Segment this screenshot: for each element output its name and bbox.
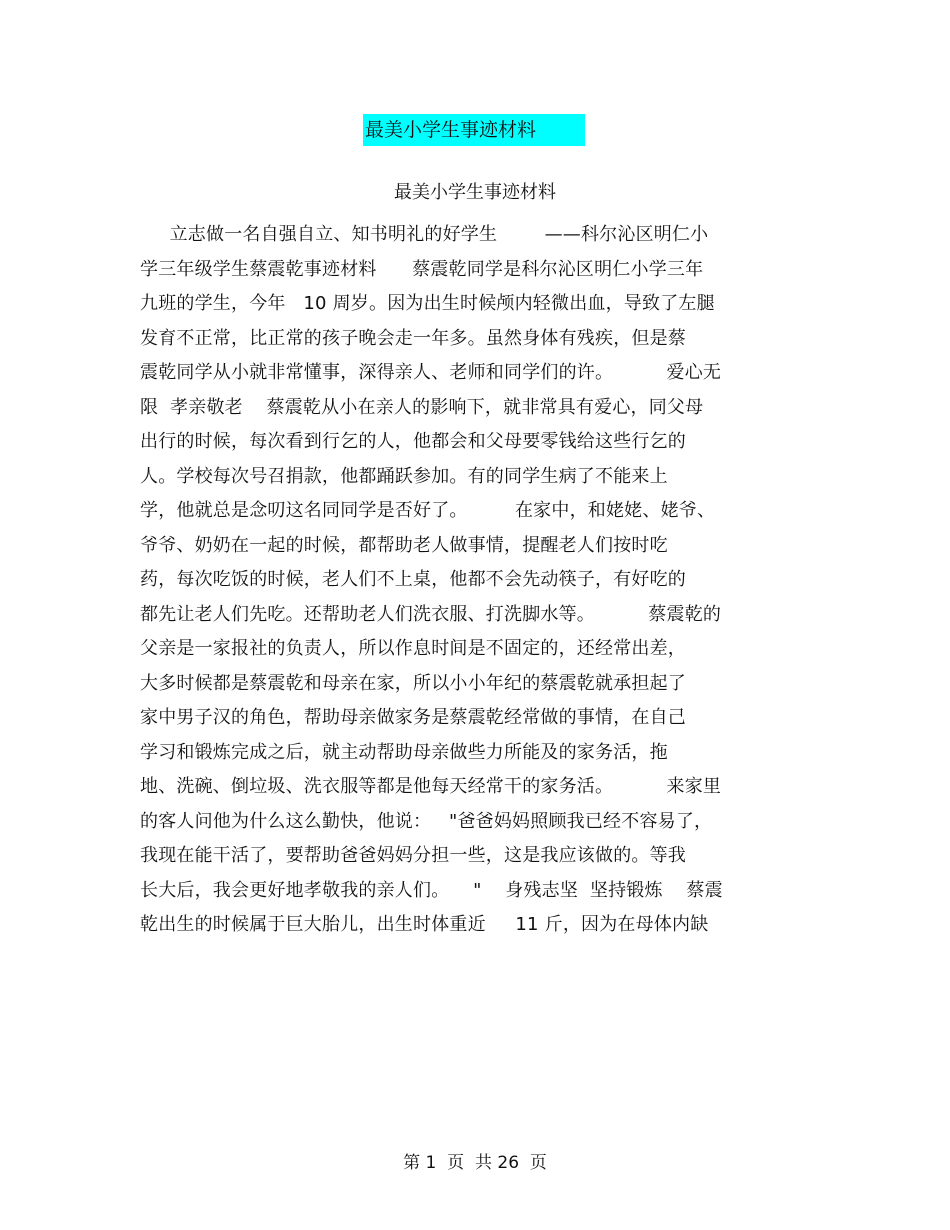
- document-title: 最美小学生事迹材料: [363, 114, 585, 146]
- body-line: 学习和锻炼完成之后，就主动帮助母亲做些力所能及的家务活，拖: [140, 741, 668, 763]
- body-line: 限 孝亲敬老 蔡震乾从小在亲人的影响下，就非常具有爱心，同父母: [140, 396, 704, 418]
- body-line: 立志做一名自强自立、知书明礼的好学生 ——科尔沁区明仁小: [140, 224, 709, 245]
- body-line: 学三年级学生蔡震乾事迹材料 蔡震乾同学是科尔沁区明仁小学三年: [140, 258, 704, 280]
- body-line: 爷爷、奶奶在一起的时候，都帮助老人做事情，提醒老人们按时吃: [140, 534, 668, 556]
- body-line: 大多时候都是蔡震乾和母亲在家，所以小小年纪的蔡震乾就承担起了: [140, 672, 686, 694]
- body-line: 乾出生的时候属于巨大胎儿，出生时体重近 11 斤，因为在母体内缺: [140, 914, 709, 935]
- body-line: 我现在能干活了，要帮助爸爸妈妈分担一些，这是我应该做的。等我: [140, 845, 686, 866]
- body-line: 出行的时候，每次看到行乞的人，他都会和父母要零钱给这些行乞的: [140, 431, 686, 452]
- body-line: 药，每次吃饭的时候，老人们不上桌，他都不会先动筷子，有好吃的: [140, 569, 686, 590]
- body-line: 震乾同学从小就非常懂事，深得亲人、老师和同学们的许。 爱心无: [140, 362, 722, 383]
- body-line: 父亲是一家报社的负责人，所以作息时间是不固定的，还经常出差，: [140, 638, 686, 659]
- page-number-footer: 第 1 页 共 26 页: [403, 1153, 547, 1173]
- body-line: 都先让老人们先吃。还帮助老人们洗衣服、打洗脚水等。 蔡震乾的: [140, 603, 722, 625]
- body-line: 的客人问他为什么这么勤快，他说： "爸爸妈妈照顾我已经不容易了，: [140, 810, 713, 832]
- document-body: [140, 218, 800, 943]
- document-subtitle: 最美小学生事迹材料: [394, 182, 556, 203]
- body-line: 地、洗碗、倒垃圾、洗衣服等都是他每天经常干的家务活。 来家里: [140, 776, 722, 797]
- body-line: 学，他就总是念叨这名同同学是否好了。 在家中，和姥姥、姥爷、: [140, 500, 716, 521]
- body-line: 九班的学生，今年 10 周岁。因为出生时候颅内轻微出血，导致了左腿: [140, 293, 715, 314]
- body-line: 家中男子汉的角色，帮助母亲做家务是蔡震乾经常做的事情，在自己: [140, 707, 686, 728]
- body-line: 长大后，我会更好地孝敬我的亲人们。 " 身残志坚 坚持锻炼 蔡震: [140, 879, 723, 901]
- body-line: 发育不正常，比正常的孩子晚会走一年多。虽然身体有残疾，但是蔡: [140, 327, 686, 349]
- body-line: 人。学校每次号召捐款，他都踊跃参加。有的同学生病了不能来上: [140, 465, 668, 487]
